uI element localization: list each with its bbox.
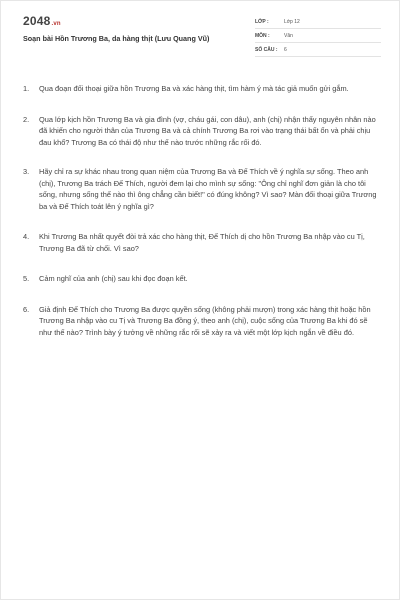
meta-label: LỚP : xyxy=(255,18,269,25)
question-number: 2. xyxy=(23,114,30,124)
question-number: 1. xyxy=(23,84,30,93)
meta-row-count xyxy=(255,43,381,57)
meta-value: Văn xyxy=(284,32,293,39)
question-text: Hãy chỉ ra sự khác nhau trong quan niệm của Trương Ba và Đế Thích về ý nghĩa sự sống. Theo anh (chị), Trương Ba trách Đế Thích, người đem lại cho mình sự sống: "Ông chỉ nghĩ đơn giản là cho tôi sống, nhưng sống thế nào thì ông chẳng cần biết!" có đúng không? Vì sao? Màn đối thoại giữa Trương ba và Đế Thích toát lên ý nghĩa gì? xyxy=(39,167,377,211)
meta-label: MÔN : xyxy=(255,32,270,39)
question-number: 6. xyxy=(23,304,30,314)
question-item xyxy=(23,83,381,95)
question-list xyxy=(23,83,381,338)
site-logo[interactable] xyxy=(23,14,61,28)
question-number: 5. xyxy=(23,274,30,283)
meta-row-class xyxy=(255,15,381,29)
question-item xyxy=(23,304,381,339)
question-text: Khi Trương Ba nhất quyết đòi trả xác cho hàng thịt, Đế Thích dị cho hồn Trương Ba nhập vào cu Tị, Trương Ba đã từ chối. Vì sao? xyxy=(39,232,365,253)
meta-row-subject xyxy=(255,29,381,43)
meta-table xyxy=(255,15,381,57)
question-item xyxy=(23,114,381,149)
question-item xyxy=(23,166,381,212)
question-text: Giả định Đế Thích cho Trương Ba được quyền sống (không phải mượn) trong xác hàng thịt hoặc hồn Trương Ba nhập vào cu Tị và Trương Ba đồng ý, theo anh (chị), cuộc sống của Trương Ba khi đó sẽ như thế nào? Trình bày ý tưởng về những rắc rối sẽ xảy ra và viết một lớp kịch ngắn về điều đó. xyxy=(39,304,371,337)
document-header xyxy=(1,1,399,59)
question-text: Qua lớp kịch hồn Trương Ba và gia đình (vợ, cháu gái, con dâu), anh (chị) nhận thấy nguyên nhân nào đã khiến cho người thân của Trương Ba và cả chính Trương Ba rơi vào trạng thái bất ổn và phải chịu đau khổ? Trương Ba có thái độ như thế nào trước những rắc rối đó. xyxy=(39,114,376,147)
question-number: 4. xyxy=(23,232,30,241)
meta-label: SỐ CÂU : xyxy=(255,46,278,53)
logo-tld: .vn xyxy=(51,21,61,27)
question-item xyxy=(23,273,381,285)
logo-text: 2048 xyxy=(23,14,51,28)
question-text: Qua đoạn đối thoại giữa hồn Trương Ba và xác hàng thịt, tìm hàm ý mà tác giả muốn gửi gắm. xyxy=(39,84,349,93)
question-text: Cảm nghĩ của anh (chị) sau khi đọc đoạn kết. xyxy=(39,274,188,283)
meta-value: Lớp 12 xyxy=(284,18,300,25)
question-item xyxy=(23,231,381,254)
meta-value: 6 xyxy=(284,46,287,53)
document-title: Soạn bài Hồn Trương Ba, da hàng thịt (Lưu Quang Vũ) xyxy=(23,34,210,43)
question-number: 3. xyxy=(23,167,30,176)
